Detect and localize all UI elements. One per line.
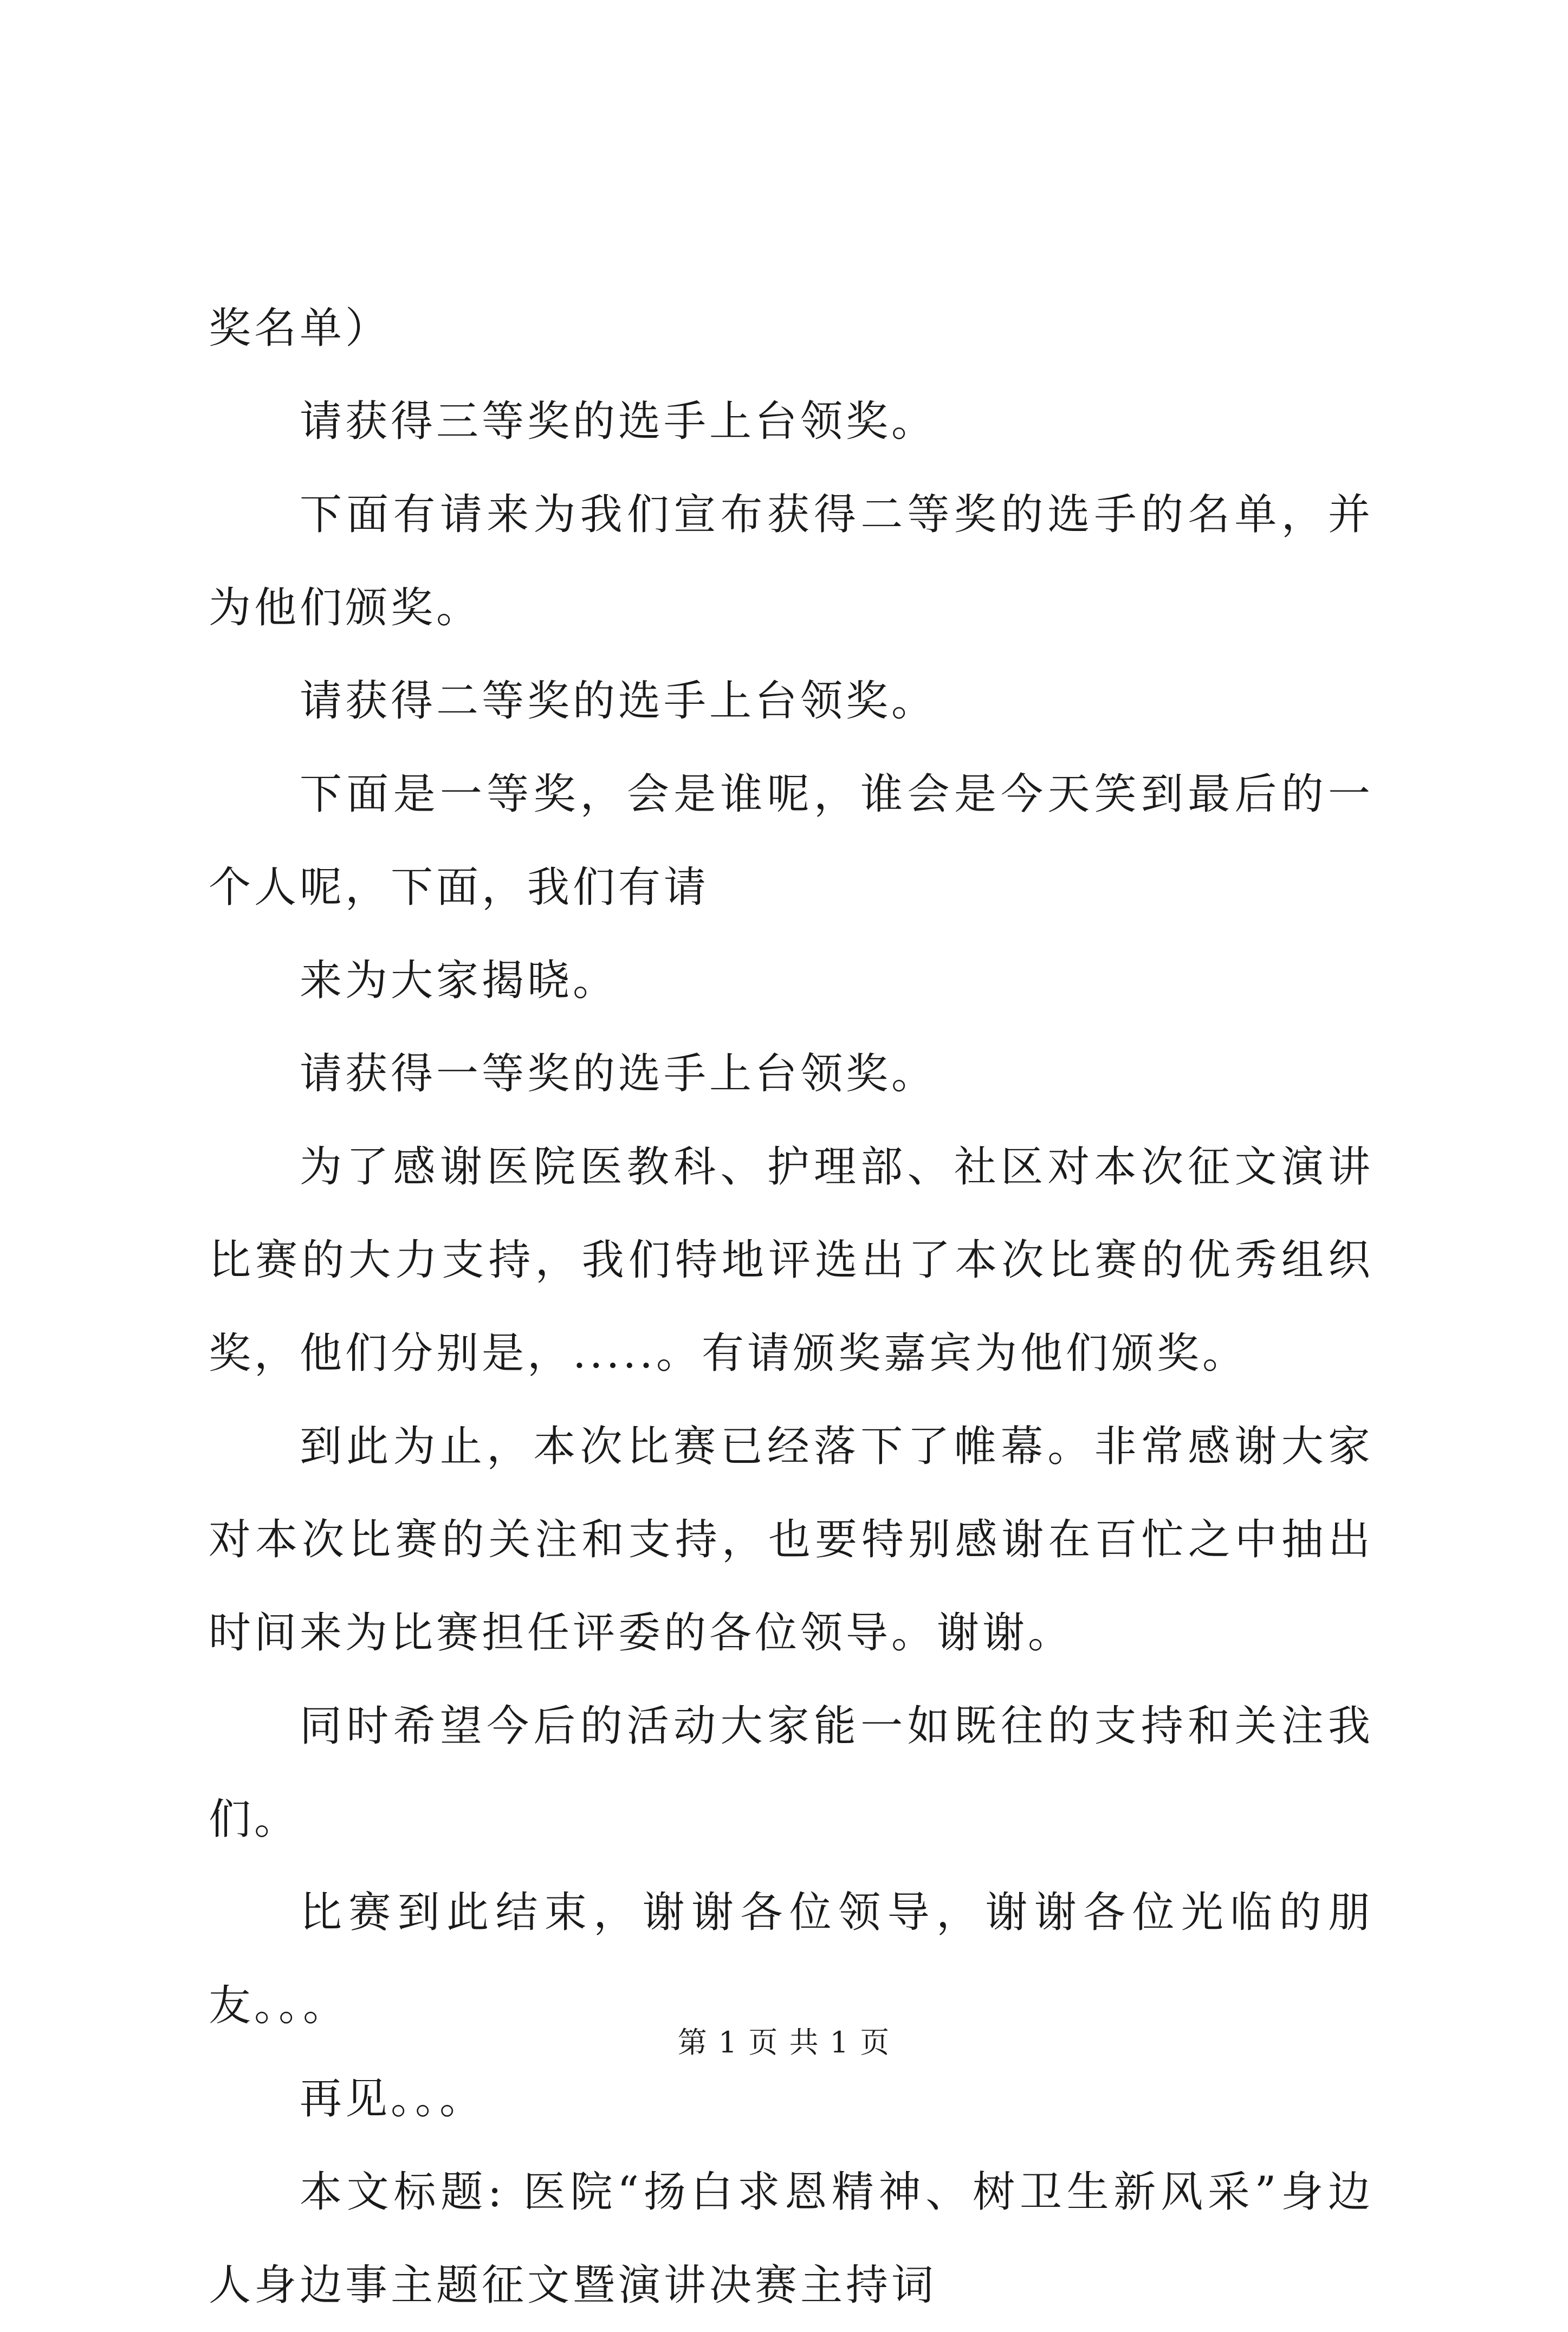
- paragraph: 请获得一等奖的选手上台领奖。: [300, 1050, 937, 1098]
- paragraph: 下面有请来为我们宣布获得二等奖的选手的名单，并为他们颁奖。: [209, 490, 1373, 632]
- paragraph: 请获得三等奖的选手上台领奖。: [300, 397, 937, 446]
- page-number: 第 1 页 共 1 页: [677, 2025, 891, 2059]
- paragraph: 请获得二等奖的选手上台领奖。: [300, 677, 937, 725]
- article-title-line: 本文标题: 医院“扬白求恩精神、树卫生新风采”身边人身边事主题征文暨演讲决赛主持词: [209, 2168, 1373, 2310]
- page-footer: [0, 2021, 1568, 2064]
- paragraph: 下面是一等奖，会是谁呢，谁会是今天笑到最后的一个人呢，下面，我们有请: [209, 770, 1373, 912]
- paragraph: 来为大家揭晓。: [300, 956, 619, 1005]
- paragraph: 比赛到此结束，谢谢各位领导，谢谢各位光临的朋友。。。: [209, 1888, 1373, 2030]
- paragraph: 再见。。。: [300, 2075, 485, 2123]
- paragraph: 到此为止，本次比赛已经落下了帷幕。非常感谢大家对本次比赛的关注和支持，也要特别感谢在百忙之中抽出时间来为比赛担任评委的各位领导。谢谢。: [209, 1422, 1373, 1657]
- paragraph: 奖名单）: [209, 304, 391, 353]
- paragraph: 为了感谢医院医教科、护理部、社区对本次征文演讲比赛的大力支持，我们特地评选出了本次比赛的优秀组织奖，他们分别是，.....。有请颁奖嘉宾为他们颁奖。: [209, 1143, 1373, 1378]
- paragraph: 同时希望今后的活动大家能一如既往的支持和关注我们。: [209, 1702, 1373, 1844]
